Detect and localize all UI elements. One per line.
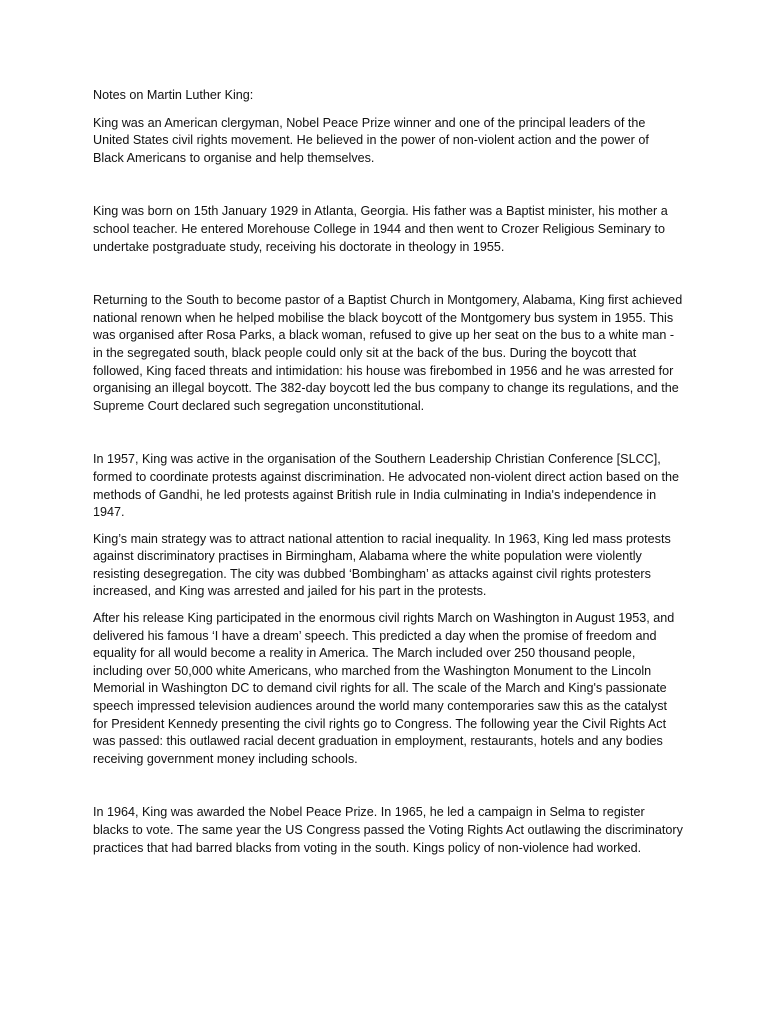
paragraph-nobel-prize: In 1964, King was awarded the Nobel Peace Prize. In 1965, he led a campaign in Selma to register blacks to vote. The same year the US Congress passed the Voting Rights Act outlawing the discriminatory practices that had barred blacks from voting in the south. Kings policy of non-violence had worked. — [93, 805, 683, 855]
document-body — [93, 87, 683, 857]
paragraph-slcc: In 1957, King was active in the organisation of the Southern Leadership Christian Conference [SLCC], formed to coordinate protests against discrimination. He advocated non-violent direct action based on the methods of Gandhi, he led protests against British rule in India culminating in India's independence in 1947. — [93, 452, 679, 520]
document-title: Notes on Martin Luther King: — [93, 88, 254, 102]
paragraph-birmingham: King’s main strategy was to attract national attention to racial inequality. In 1963, King led mass protests against discriminatory practises in Birmingham, Alabama where the white population were violently resisting desegregation. The city was dubbed ‘Bombingham’ as attacks against civil rights protesters increased, and King was arrested and jailed for his part in the protests. — [93, 531, 671, 599]
paragraph-march-on-washington: After his release King participated in the enormous civil rights March on Washington in August 1953, and delivered his famous ‘I have a dream’ speech. This predicted a day when the promise of freedom and equality for all would become a reality in America. The March included over 250 thousand people, including over 50,000 white Americans, who marched from the Washington Monument to the Lincoln Memorial in Washington DC to demand civil rights for all. The scale of the March and King's passionate speech impressed television audiences around the world many contemporaries saw this as the catalyst for President Kennedy presenting the civil rights go to Congress. The following year the Civil Rights Act was passed: this outlawed racial decent graduation in employment, restaurants, hotels and any bodies receiving government money including schools. — [93, 611, 675, 766]
paragraph-montgomery-boycott: Returning to the South to become pastor of a Baptist Church in Montgomery, Alabama, King first achieved national renown when he helped mobilise the black boycott of the Montgomery bus system in 1955. This was organised after Rosa Parks, a black woman, refused to give up her seat on the bus to a white man - in the segregated south, black people could only sit at the back of the bus. During the boycott that followed, King faced threats and intimidation: his house was firebombed in 1956 and he was arrested for organising an illegal boycott. The 382-day boycott led the bus company to change its regulations, and the Supreme Court declared such segregation unconstitutional. — [93, 293, 683, 413]
paragraph-early-life: King was born on 15th January 1929 in Atlanta, Georgia. His father was a Baptist minister, his mother a school teacher. He entered Morehouse College in 1944 and then went to Crozer Religious Seminary to undertake postgraduate study, receiving his doctorate in theology in 1955. — [93, 204, 668, 254]
paragraph-intro: King was an American clergyman, Nobel Peace Prize winner and one of the principal leaders of the United States civil rights movement. He believed in the power of non-violent action and the power of Black Americans to organise and help themselves. — [93, 115, 649, 165]
